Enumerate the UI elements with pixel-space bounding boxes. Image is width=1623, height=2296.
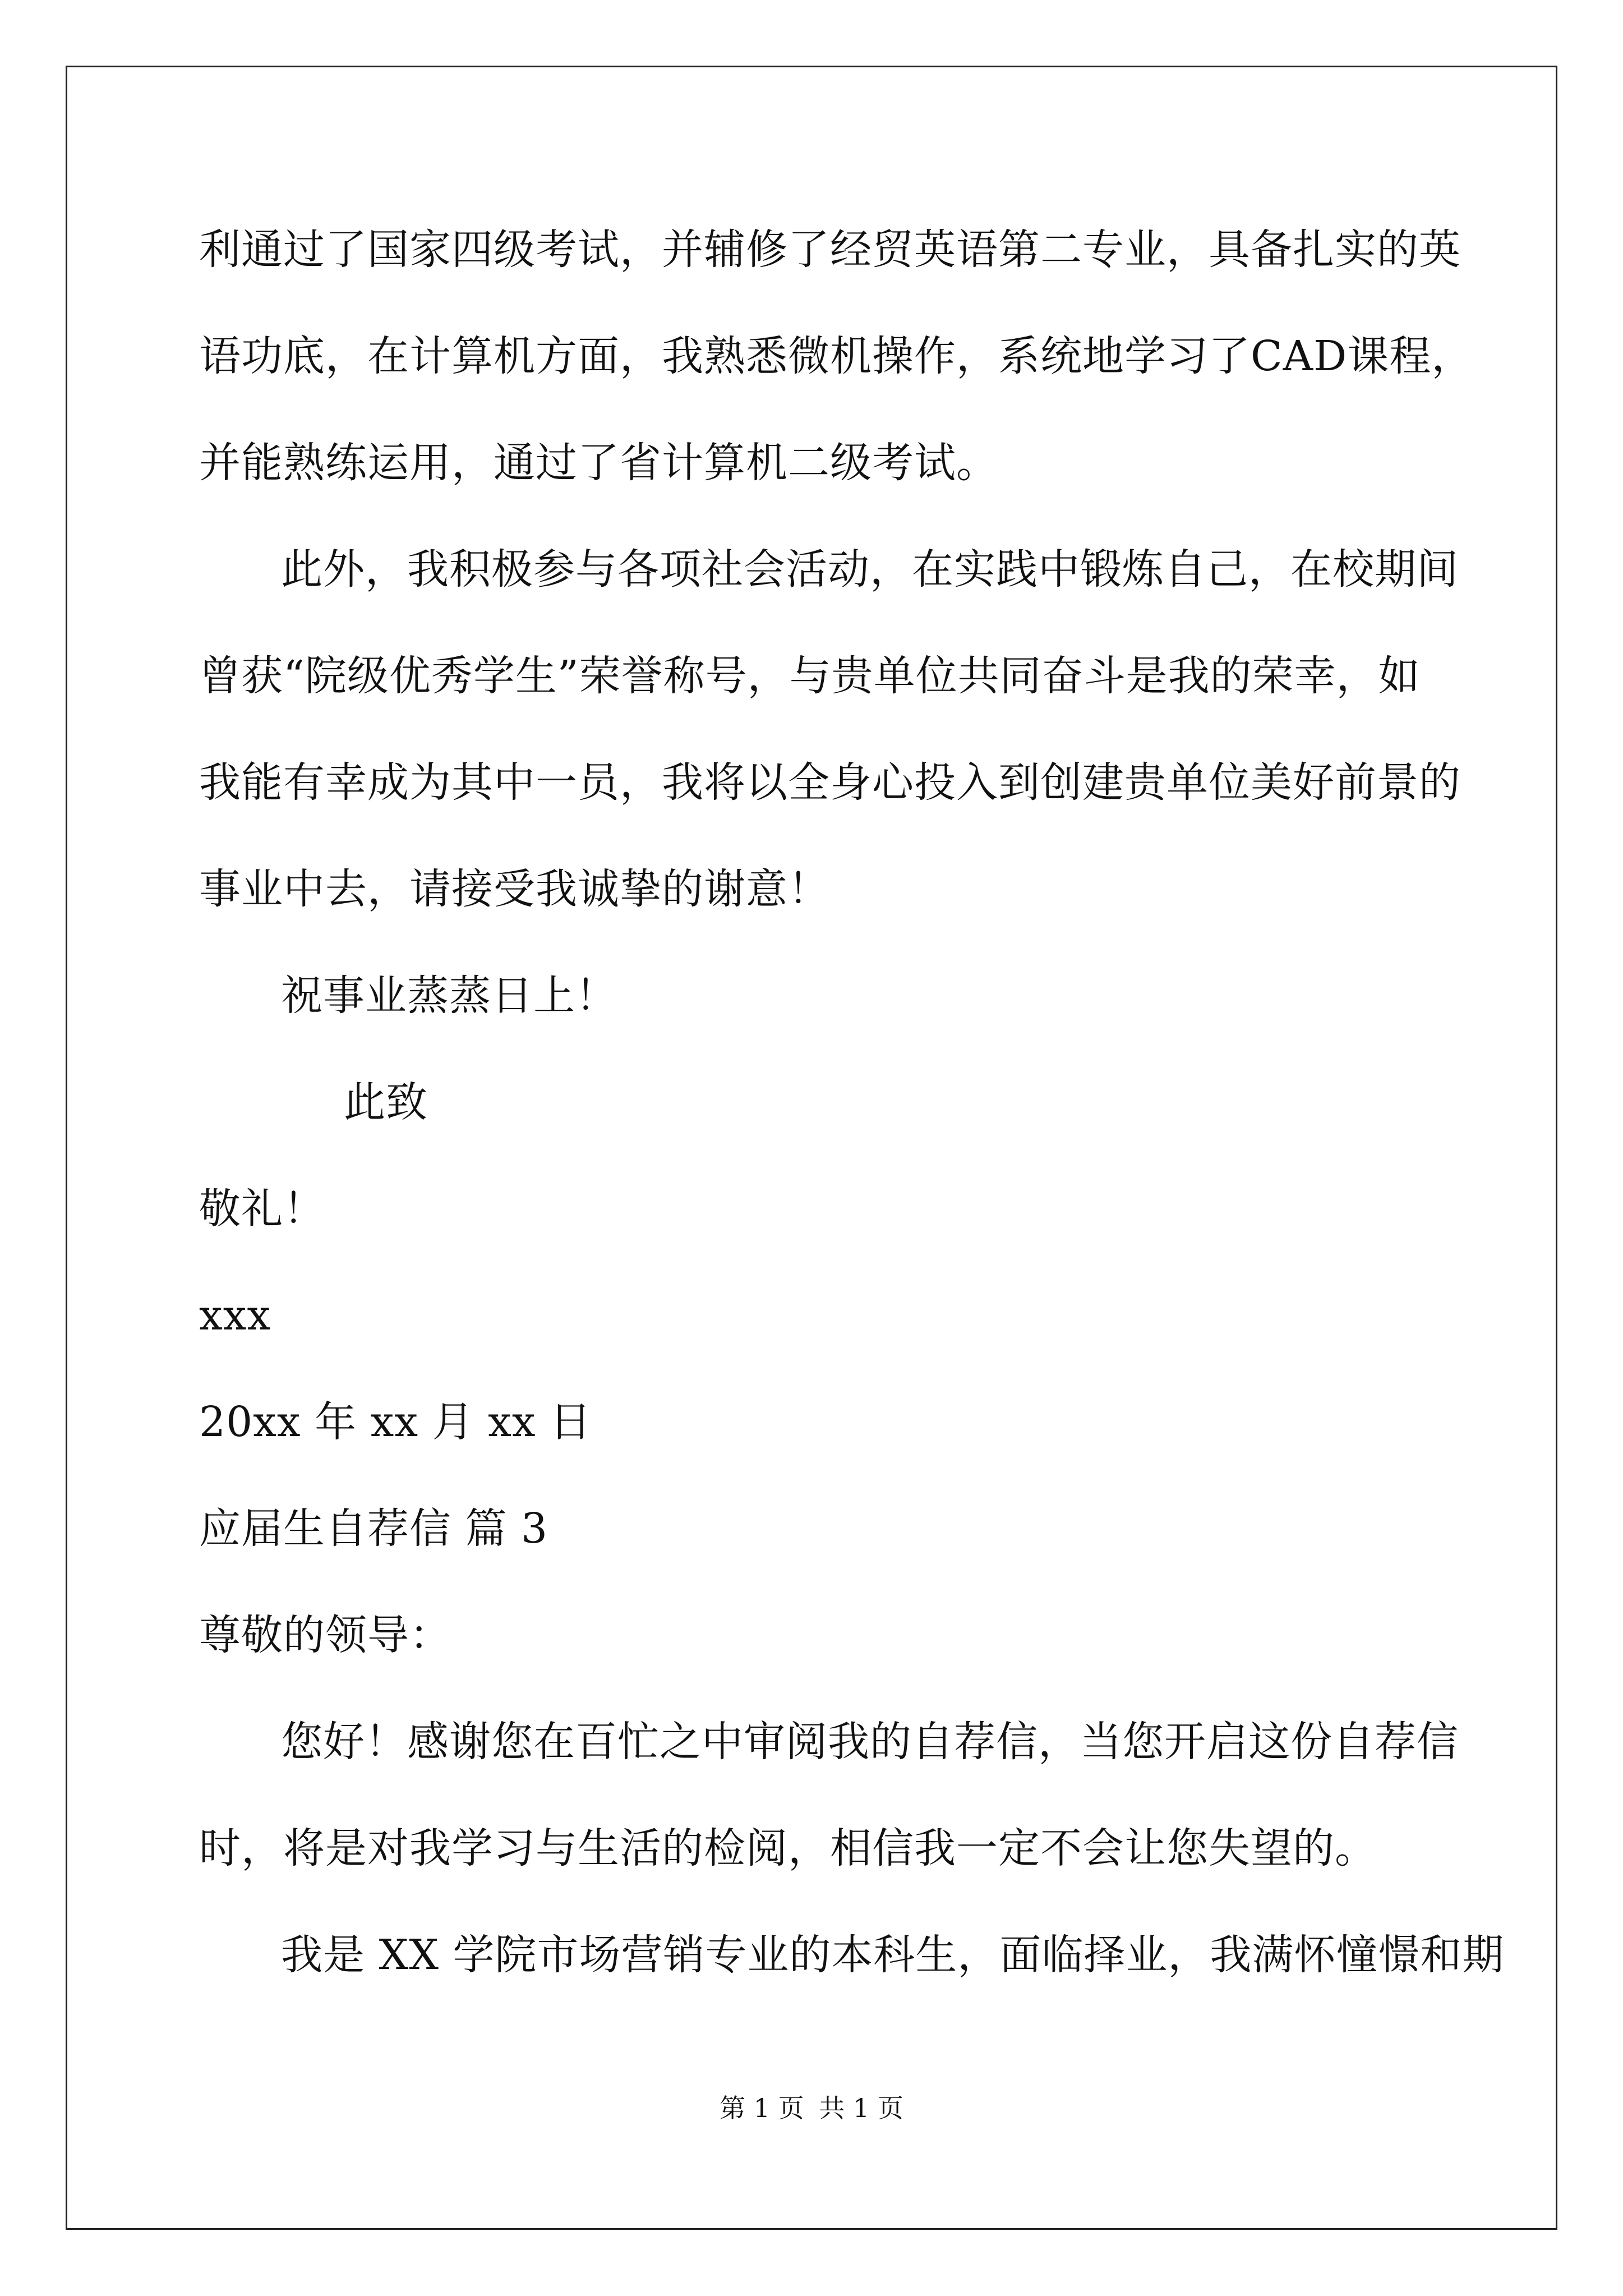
paragraph-line: 我能有幸成为其中一员，我将以全身心投入到创建贵单位美好前景的 <box>199 758 1461 807</box>
paragraph-line: 此外，我积极参与各项社会活动，在实践中锻炼自己，在校期间 <box>281 545 1459 593</box>
paragraph-line: 语功底，在计算机方面，我熟悉微机操作，系统地学习了CAD课程， <box>199 332 1474 380</box>
signature-name: xxx <box>199 1291 271 1340</box>
paragraph-line: 事业中去，请接受我诚挚的谢意！ <box>199 865 830 913</box>
paragraph-line: 并能熟练运用，通过了省计算机二级考试。 <box>199 439 998 487</box>
paragraph-line: 利通过了国家四级考试，并辅修了经贸英语第二专业，具备扎实的英 <box>199 226 1461 274</box>
paragraph-line: 曾获“院级优秀学生”荣誉称号，与贵单位共同奋斗是我的荣幸，如 <box>199 652 1421 700</box>
section-heading: 应届生自荐信 篇 3 <box>199 1504 548 1553</box>
closing-wish: 祝事业蒸蒸日上！ <box>281 972 617 1020</box>
page-footer <box>0 2091 1623 2125</box>
paragraph-line: 我是 XX 学院市场营销专业的本科生，面临择业，我满怀憧憬和期 <box>281 1931 1505 1979</box>
page-number: 第 1 页 <box>720 2093 804 2123</box>
closing-salutation: 此致 <box>344 1078 428 1126</box>
paragraph-line: 时，将是对我学习与生活的检阅，相信我一定不会让您失望的。 <box>199 1824 1377 1872</box>
letter-greeting: 尊敬的领导： <box>199 1611 451 1659</box>
page-total: 共 1 页 <box>819 2093 903 2123</box>
closing-respect: 敬礼！ <box>199 1185 325 1233</box>
page-border <box>66 66 1557 2230</box>
paragraph-line: 您好！感谢您在百忙之中审阅我的自荐信，当您开启这份自荐信 <box>281 1718 1459 1766</box>
signature-date: 20xx 年 xx 月 xx 日 <box>199 1398 592 1446</box>
